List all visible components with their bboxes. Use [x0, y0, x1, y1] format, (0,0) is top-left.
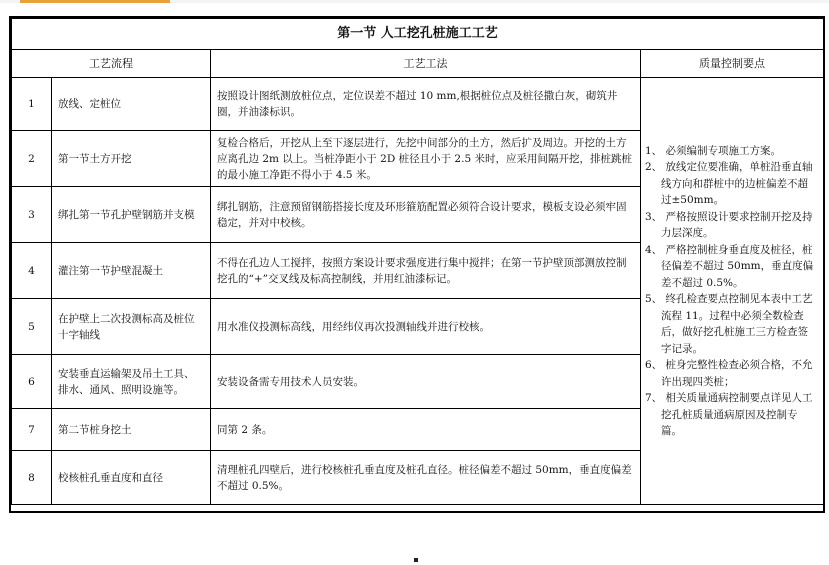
row-process: 校核桩孔垂直度和直径: [52, 451, 211, 505]
row-process: 安装垂直运输架及吊土工具、排水、通风、照明设施等。: [52, 355, 211, 409]
row-number: 6: [12, 355, 52, 409]
row-process: 第二节桩身挖土: [52, 409, 211, 451]
row-number: 7: [12, 409, 52, 451]
row-process: 绑扎第一节孔护壁钢筋并支模: [52, 187, 211, 243]
table-title: 第一节 人工挖孔桩施工工艺: [12, 19, 824, 50]
row-number: 5: [12, 299, 52, 355]
row-method: 安装设备需专用技术人员安装。: [211, 355, 641, 409]
row-method: 同第 2 条。: [211, 409, 641, 451]
row-process: 在护壁上二次投测标高及桩位十字轴线: [52, 299, 211, 355]
row-number: 1: [12, 78, 52, 131]
header-accent-mark: [20, 0, 170, 3]
quality-point: 4、 严格控制桩身垂直度及桩径，桩径偏差不超过 50mm，垂直度偏差不超过 0.5%。: [645, 243, 814, 289]
process-table-frame: [9, 16, 825, 513]
row-method: 清理桩孔四壁后，进行校核桩孔垂直度及桩孔直径。桩径偏差不超过 50mm，垂直度偏差不超过 0.5%。: [211, 451, 641, 505]
header-method: 工艺工法: [211, 50, 641, 78]
row-number: 2: [12, 131, 52, 187]
row-method: 用水准仪投测标高线，用经纬仪再次投测轴线并进行校核。: [211, 299, 641, 355]
quality-point: 1、 必须编制专项施工方案。: [645, 144, 782, 157]
row-method: 不得在孔边人工搅拌，按照方案设计要求强度进行集中搅拌；在第一节护壁顶部测放控制挖孔的“+”交叉线及标高控制线，并用红油漆标记。: [211, 243, 641, 299]
header-process: 工艺流程: [12, 50, 211, 78]
quality-point: 7、 相关质量通病控制要点详见人工挖孔桩质量通病原因及控制专篇。: [645, 392, 813, 437]
quality-points-cell: [641, 78, 824, 505]
quality-point: 2、 放线定位要准确，单桩沿垂直轴线方向和群桩中的边桩偏差不超过±50mm。: [645, 161, 813, 206]
process-table: [11, 18, 824, 505]
row-number: 3: [12, 187, 52, 243]
quality-point: 3、 严格按照设计要求控制开挖及持力层深度。: [645, 210, 813, 239]
row-process: 灌注第一节护壁混凝土: [52, 243, 211, 299]
row-process: 放线、定桩位: [52, 78, 211, 131]
row-method: 按照设计图纸测放桩位点，定位误差不超过 10 mm,根据桩位点及桩径撒白灰，砌筑井圈，并油漆标识。: [211, 78, 641, 131]
row-process: 第一节土方开挖: [52, 131, 211, 187]
quality-point: 6、 桩身完整性检查必须合格，不允许出现四类桩；: [645, 359, 813, 388]
row-method: 复检合格后，开挖从上至下逐层进行，先挖中间部分的土方，然后扩及周边。开挖的土方应离孔边 2m 以上。当桩净距小于 2D 桩径且小于 2.5 米时，应采用间隔开挖，排桩跳桩的最小施工净距不得小于 4.5 米。: [211, 131, 641, 187]
header-quality: 质量控制要点: [641, 50, 824, 78]
table-row: [12, 78, 824, 131]
quality-point: 5、 终孔检查要点控制见本表中工艺流程 11。过程中必须全数检查后，做好挖孔桩施工三方检查签字记录。: [645, 293, 813, 355]
row-number: 4: [12, 243, 52, 299]
row-method: 绑扎钢筋，注意预留钢筋搭接长度及环形箍筋配置必须符合设计要求，模板支设必须牢固稳定，并对中校核。: [211, 187, 641, 243]
top-header-strip: [0, 0, 829, 3]
page-dot: [414, 558, 418, 562]
row-number: 8: [12, 451, 52, 505]
